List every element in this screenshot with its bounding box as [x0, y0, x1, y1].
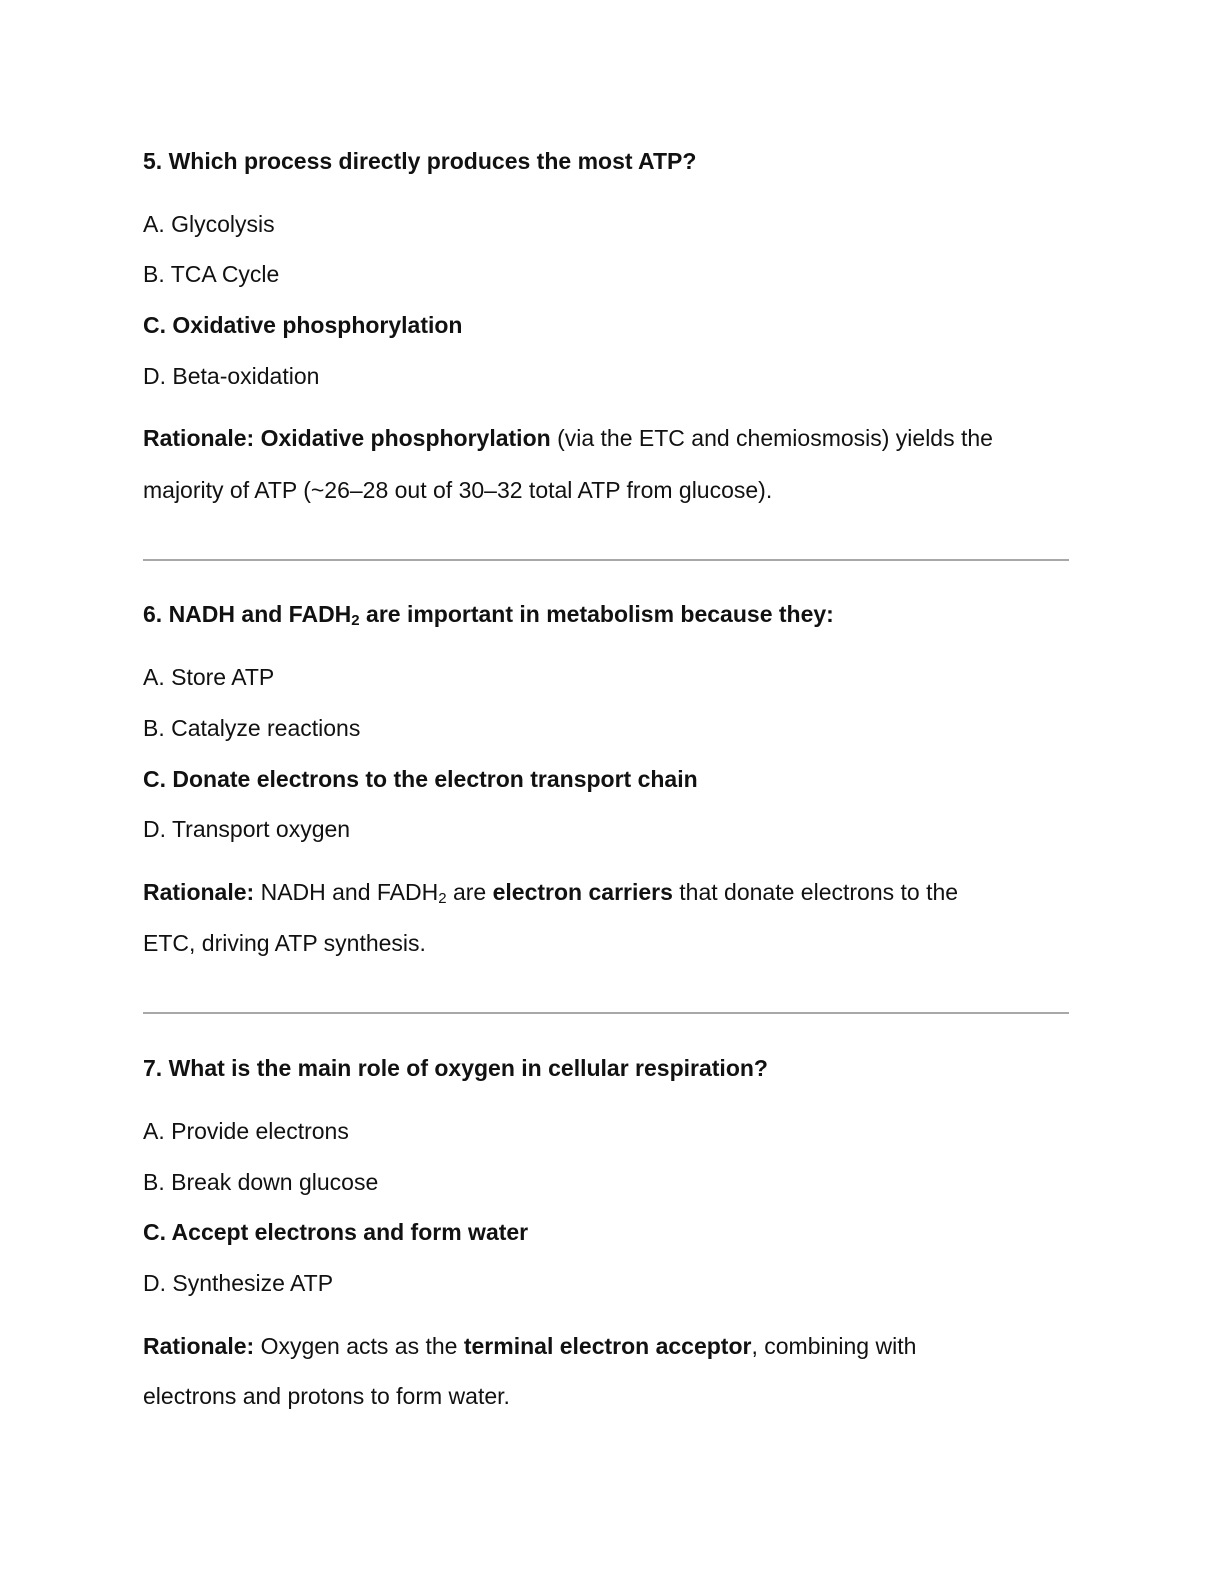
rationale-text: NADH and FADH — [254, 879, 439, 905]
rationale-text: Oxygen acts as the — [254, 1333, 464, 1359]
rationale-bold-term: terminal electron acceptor — [463, 1333, 752, 1359]
rationale-text: , combining with — [751, 1333, 917, 1359]
rationale-bold-term: Oxidative phosphorylation — [260, 425, 551, 451]
rationale-label: Rationale: — [143, 425, 255, 451]
question-6-option-b: B. Catalyze reactions — [143, 715, 361, 741]
question-7-option-c-correct: C. Accept electrons and form water — [143, 1219, 529, 1245]
section-divider — [143, 559, 1069, 561]
question-6-rationale-line2: ETC, driving ATP synthesis. — [143, 930, 426, 956]
question-7-option-d: D. Synthesize ATP — [143, 1270, 334, 1296]
question-5-title: 5. Which process directly produces the most ATP? — [143, 148, 697, 174]
subscript: 2 — [438, 890, 447, 907]
rationale-label: Rationale: — [143, 879, 255, 905]
question-7-option-b: B. Break down glucose — [143, 1169, 379, 1195]
question-5-option-c-correct: C. Oxidative phosphorylation — [143, 312, 463, 338]
question-6-rationale-line1 — [143, 877, 958, 907]
question-6-option-d: D. Transport oxygen — [143, 816, 351, 842]
question-6-title-suffix: are important in metabolism because they: — [359, 601, 834, 627]
question-7-rationale-line1 — [143, 1331, 916, 1361]
question-5-option-b: B. TCA Cycle — [143, 261, 280, 287]
question-6-option-a: A. Store ATP — [143, 664, 275, 690]
rationale-text: that donate electrons to the — [672, 879, 959, 905]
question-5-rationale-line2: majority of ATP (~26–28 out of 30–32 total ATP from glucose). — [143, 477, 773, 503]
subscript: 2 — [351, 612, 360, 629]
section-divider — [143, 1012, 1069, 1014]
question-7-title: 7. What is the main role of oxygen in cellular respiration? — [143, 1055, 768, 1081]
question-6-option-c-correct: C. Donate electrons to the electron transport chain — [143, 766, 698, 792]
rationale-text: (via the ETC and chemiosmosis) yields the — [550, 425, 993, 451]
question-5-rationale-line1 — [143, 423, 993, 453]
rationale-text: are — [446, 879, 493, 905]
question-6-title-prefix: 6. NADH and FADH — [143, 601, 352, 627]
question-5-option-d: D. Beta-oxidation — [143, 363, 320, 389]
question-7-option-a: A. Provide electrons — [143, 1118, 349, 1144]
rationale-label: Rationale: — [143, 1333, 255, 1359]
question-5-option-a: A. Glycolysis — [143, 211, 275, 237]
question-7-rationale-line2: electrons and protons to form water. — [143, 1383, 510, 1409]
question-6-title — [143, 599, 834, 629]
rationale-bold-term: electron carriers — [492, 879, 673, 905]
